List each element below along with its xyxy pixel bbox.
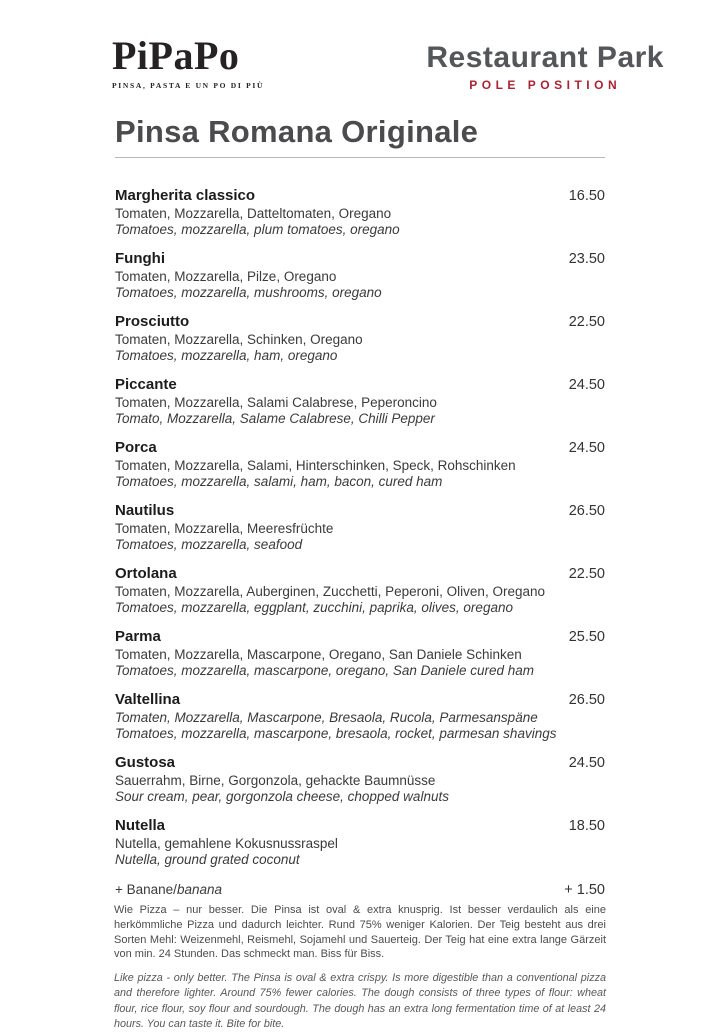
item-head [115, 438, 605, 458]
menu-item-valtellina [115, 690, 605, 741]
menu-item-ortolana [115, 564, 605, 615]
item-head [115, 816, 605, 836]
item-price: 23.50 [568, 251, 605, 267]
extra-price: + 1.50 [564, 882, 605, 898]
item-head [115, 501, 605, 521]
menu-item-prosciutto [115, 312, 605, 363]
pipapo-logo-text: PiPaPo [112, 33, 240, 78]
item-price: 26.50 [568, 503, 605, 519]
item-price: 24.50 [568, 377, 605, 393]
item-desc-english: Tomatoes, mozzarella, mascarpone, oregano, San Daniele cured ham [115, 662, 534, 678]
item-head [115, 249, 605, 269]
restaurant-name: Restaurant Park [426, 41, 664, 74]
item-price: 26.50 [568, 692, 605, 708]
item-desc-german: Tomaten, Mozzarella, Salami, Hinterschinken, Speck, Rohschinken [115, 458, 516, 473]
item-desc-german: Tomaten, Mozzarella, Datteltomaten, Oregano [115, 206, 392, 221]
item-price: 25.50 [568, 629, 605, 645]
restaurant-subtitle: POLE POSITION [469, 78, 622, 92]
title-divider [115, 157, 605, 158]
footer [114, 903, 606, 1032]
item-desc-german: Tomaten, Mozzarella, Pilze, Oregano [115, 269, 337, 284]
pipapo-tagline: PINSA, PASTA E UN PO DI PIÙ [112, 81, 265, 90]
menu-list [115, 186, 605, 899]
menu-item-margherita [115, 186, 605, 237]
restaurant-park-logo [426, 36, 664, 92]
item-price: 24.50 [568, 755, 605, 771]
menu-extra-banana [115, 881, 605, 899]
extra-label-italic: banana [176, 882, 222, 897]
item-name: Gustosa [115, 754, 176, 771]
item-price: 24.50 [568, 440, 605, 456]
item-desc-german: Tomaten, Mozzarella, Mascarpone, Bresaola, Rucola, Parmesanspäne [115, 710, 538, 725]
item-name: Funghi [115, 250, 165, 267]
footer-text-german: Wie Pizza – nur besser. Die Pinsa ist oval & extra knusprig. Ist besser verdaulich als eine herkömmliche Pizza und dadurch leichter. Rund 75% weniger Kalorien. Der Teig besteht aus drei Sorten Mehl: Weizenmehl, Reismehl, Sojamehl und Sauerteig. Der Teig hat eine extra lange Gärzeit von min. 24 Stunden. Das schmeckt man. Biss für Biss. [114, 904, 606, 961]
extra-label [115, 881, 222, 899]
item-name: Piccante [115, 376, 177, 393]
item-price: 16.50 [568, 188, 605, 204]
item-head [115, 375, 605, 395]
item-head [115, 312, 605, 332]
menu-item-funghi [115, 249, 605, 300]
item-desc-german: Sauerrahm, Birne, Gorgonzola, gehackte Baumnüsse [115, 773, 436, 788]
footer-text-english: Like pizza - only better. The Pinsa is oval & extra crispy. Is more digestible than a conventional pizza and therefore lighter. Around 75% fewer calories. The dough consists of three types of flour: wheat flour, rice flour, soy flour and sourdough. The dough has an extra long fermentation time of at least 24 hours. You can taste it. Bite for bite. [114, 972, 606, 1030]
item-name: Nutella [115, 817, 166, 834]
item-name: Margherita classico [115, 187, 256, 204]
item-head [115, 690, 605, 710]
item-name: Valtellina [115, 691, 181, 708]
item-name: Parma [115, 628, 161, 645]
page-title: Pinsa Romana Originale [115, 114, 479, 149]
item-price: 22.50 [568, 314, 605, 330]
item-head [115, 627, 605, 647]
item-desc-english: Tomatoes, mozzarella, eggplant, zucchini, paprika, olives, oregano [115, 599, 513, 615]
menu-item-parma [115, 627, 605, 678]
item-head [115, 186, 605, 206]
item-desc-english: Tomatoes, mozzarella, mascarpone, bresaola, rocket, parmesan shavings [115, 725, 557, 741]
item-desc-english: Sour cream, pear, gorgonzola cheese, chopped walnuts [115, 788, 449, 804]
item-head [115, 564, 605, 584]
menu-item-nautilus [115, 501, 605, 552]
item-desc-english: Tomatoes, mozzarella, salami, ham, bacon, cured ham [115, 473, 443, 489]
pipapo-logo [112, 33, 265, 90]
item-desc-english: Tomato, Mozzarella, Salame Calabrese, Chilli Pepper [115, 410, 435, 426]
item-desc-german: Tomaten, Mozzarella, Meeresfrüchte [115, 521, 334, 536]
header [112, 33, 664, 92]
item-desc-english: Tomatoes, mozzarella, plum tomatoes, oregano [115, 221, 400, 237]
menu-item-nutella [115, 816, 605, 867]
item-name: Nautilus [115, 502, 175, 519]
item-desc-english: Nutella, ground grated coconut [115, 851, 300, 867]
item-name: Ortolana [115, 565, 177, 582]
item-desc-german: Tomaten, Mozzarella, Mascarpone, Oregano, San Daniele Schinken [115, 647, 522, 662]
menu-item-piccante [115, 375, 605, 426]
menu-item-gustosa [115, 753, 605, 804]
extra-label-regular: + Banane/ [115, 882, 177, 897]
item-name: Prosciutto [115, 313, 190, 330]
item-price: 18.50 [568, 818, 605, 834]
item-name: Porca [115, 439, 157, 456]
item-price: 22.50 [568, 566, 605, 582]
menu-item-porca [115, 438, 605, 489]
item-desc-german: Tomaten, Mozzarella, Schinken, Oregano [115, 332, 363, 347]
item-desc-english: Tomatoes, mozzarella, seafood [115, 536, 303, 552]
item-head [115, 753, 605, 773]
item-desc-english: Tomatoes, mozzarella, mushrooms, oregano [115, 284, 382, 300]
item-desc-german: Nutella, gemahlene Kokusnussraspel [115, 836, 338, 851]
item-desc-german: Tomaten, Mozzarella, Salami Calabrese, Peperoncino [115, 395, 437, 410]
item-desc-german: Tomaten, Mozzarella, Auberginen, Zucchetti, Peperoni, Oliven, Oregano [115, 584, 545, 599]
item-desc-english: Tomatoes, mozzarella, ham, oregano [115, 347, 338, 363]
